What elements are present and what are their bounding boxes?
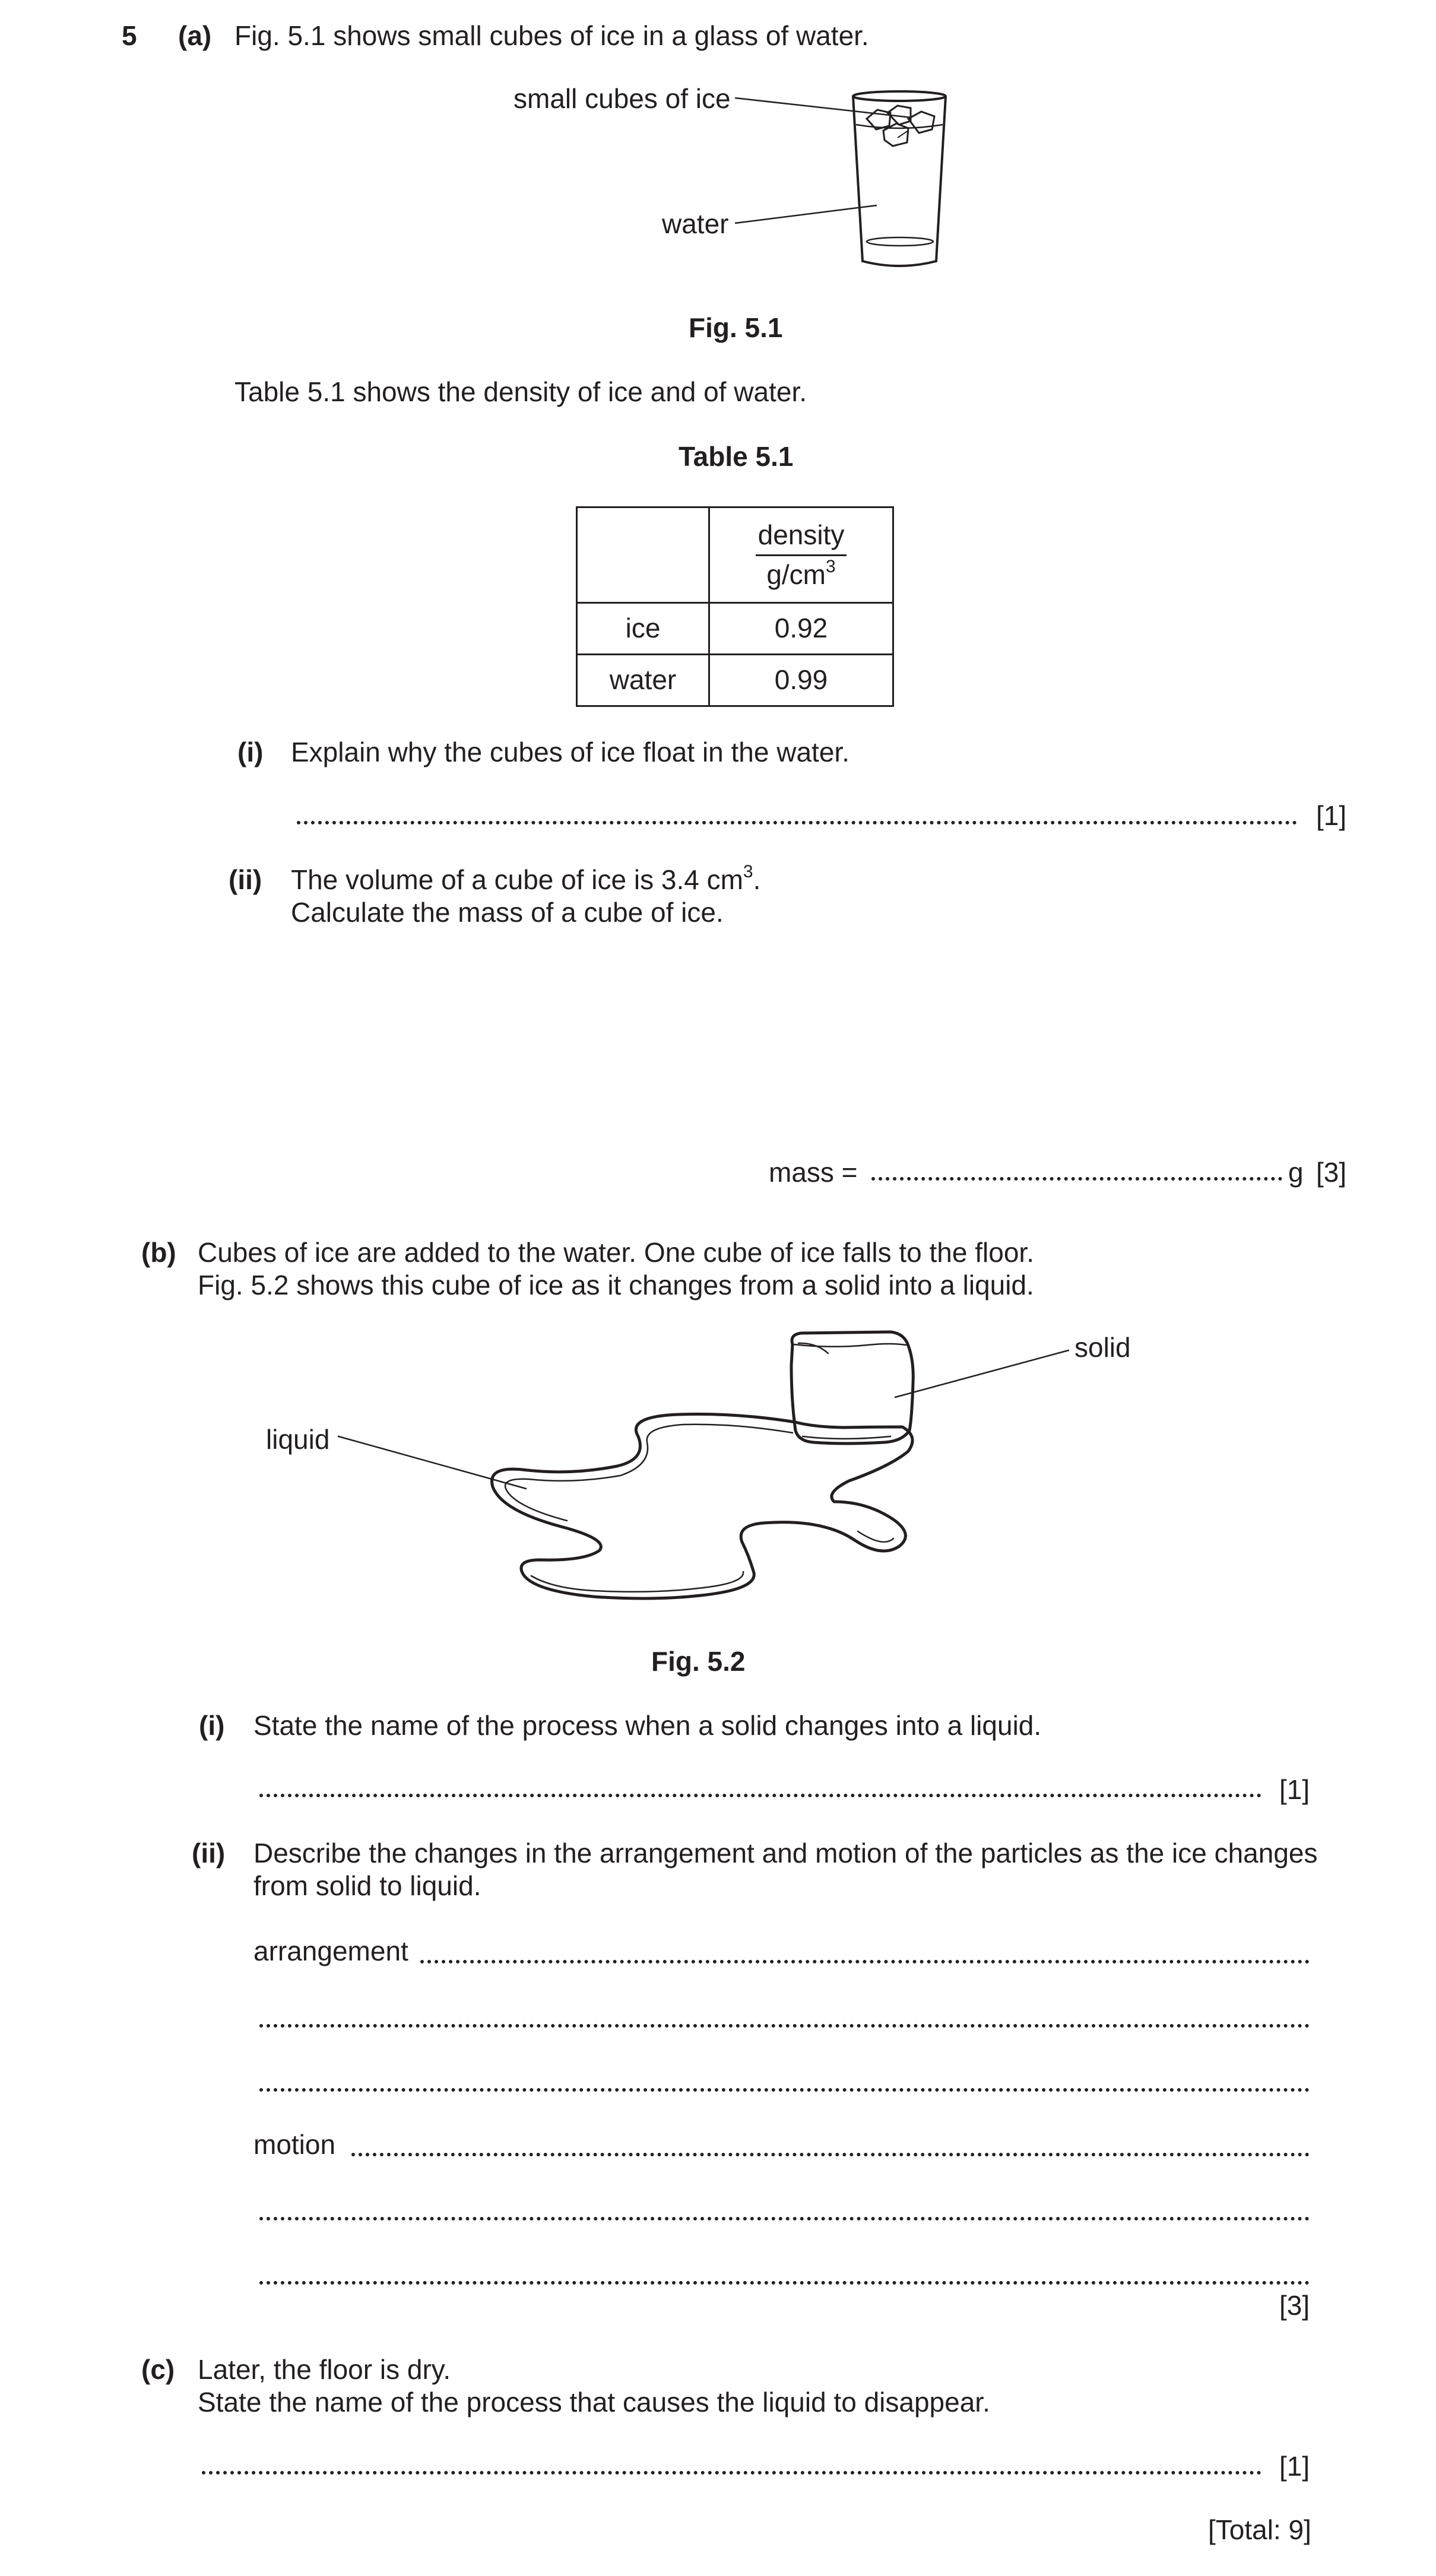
fig-5-1-caption: Fig. 5.1 (689, 312, 783, 343)
part-b-ii-text-line1: Describe the changes in the arrangement and motion of the particles as the ice changes (253, 1838, 1318, 1868)
part-a-intro: Fig. 5.1 shows small cubes of ice in a glass of water. (234, 20, 869, 51)
arrangement-label: arrangement (253, 1936, 408, 1966)
mark-b-i: [1] (1279, 1774, 1310, 1805)
mass-answer-prefix: mass = (769, 1157, 858, 1188)
part-c-text-line1: Later, the floor is dry. (198, 2354, 451, 2385)
part-b-label: (b) (141, 1237, 176, 1268)
fig-5-1-label-ice: small cubes of ice (513, 83, 731, 114)
table-cell-substance: water (577, 655, 709, 706)
mark-a-i: [1] (1316, 800, 1347, 831)
fig-5-1-label-water: water (662, 208, 729, 239)
question-number: 5 (122, 20, 137, 51)
table-cell-density: 0.99 (709, 655, 893, 706)
table-intro: Table 5.1 shows the density of ice and of water. (234, 376, 807, 407)
table-5-1-title: Table 5.1 (679, 441, 794, 472)
part-a-i-text: Explain why the cubes of ice float in the water. (291, 737, 849, 767)
part-a-ii-text-line2: Calculate the mass of a cube of ice. (291, 897, 724, 928)
part-a-i-label: (i) (237, 737, 264, 767)
density-unit: $g/cm^3$ (766, 556, 836, 590)
part-b-i-label: (i) (199, 1710, 225, 1741)
fig-5-2-label-liquid: liquid (266, 1424, 330, 1455)
part-b-i-text: State the name of the process when a solid changes into a liquid. (253, 1710, 1042, 1741)
motion-answer-line-1[interactable] (351, 2153, 1310, 2156)
part-c-label: (c) (141, 2354, 175, 2385)
answer-line-b-i[interactable] (259, 1794, 1261, 1797)
part-a-label: (a) (178, 20, 212, 51)
density-quantity: density (756, 519, 847, 556)
mass-unit: g (1288, 1157, 1304, 1188)
mark-b-ii: [3] (1279, 2290, 1310, 2321)
table-cell-substance: ice (577, 603, 709, 655)
part-c-text-line2: State the name of the process that causes the liquid to disappear. (198, 2387, 990, 2418)
mark-a-ii: [3] (1316, 1157, 1347, 1188)
part-b-text-line2: Fig. 5.2 shows this cube of ice as it changes from a solid into a liquid. (198, 1270, 1034, 1300)
arrangement-answer-line-2[interactable] (259, 2024, 1310, 2028)
part-b-ii-label: (ii) (192, 1838, 226, 1868)
fig-5-2-caption: Fig. 5.2 (651, 1646, 746, 1677)
fig-5-2-label-solid: solid (1074, 1332, 1131, 1363)
motion-answer-line-2[interactable] (259, 2217, 1310, 2220)
mark-c: [1] (1279, 2451, 1310, 2482)
motion-answer-line-3[interactable] (259, 2281, 1310, 2285)
table-cell-density: 0.92 (709, 603, 893, 655)
total-mark: [Total: 9] (1208, 2514, 1311, 2545)
arrangement-answer-line-1[interactable] (420, 1960, 1310, 1963)
part-a-ii-text-line1: The volume of a cube of ice is 3.4 $cm^3$. (291, 862, 761, 895)
arrangement-answer-line-3[interactable] (259, 2088, 1310, 2092)
part-b-text-line1: Cubes of ice are added to the water. One cube of ice falls to the floor. (198, 1237, 1034, 1268)
part-b-ii-text-line2: from solid to liquid. (253, 1870, 481, 1901)
motion-label: motion (253, 2129, 336, 2160)
part-a-ii-label: (ii) (229, 864, 262, 895)
answer-line-c[interactable] (202, 2471, 1261, 2475)
